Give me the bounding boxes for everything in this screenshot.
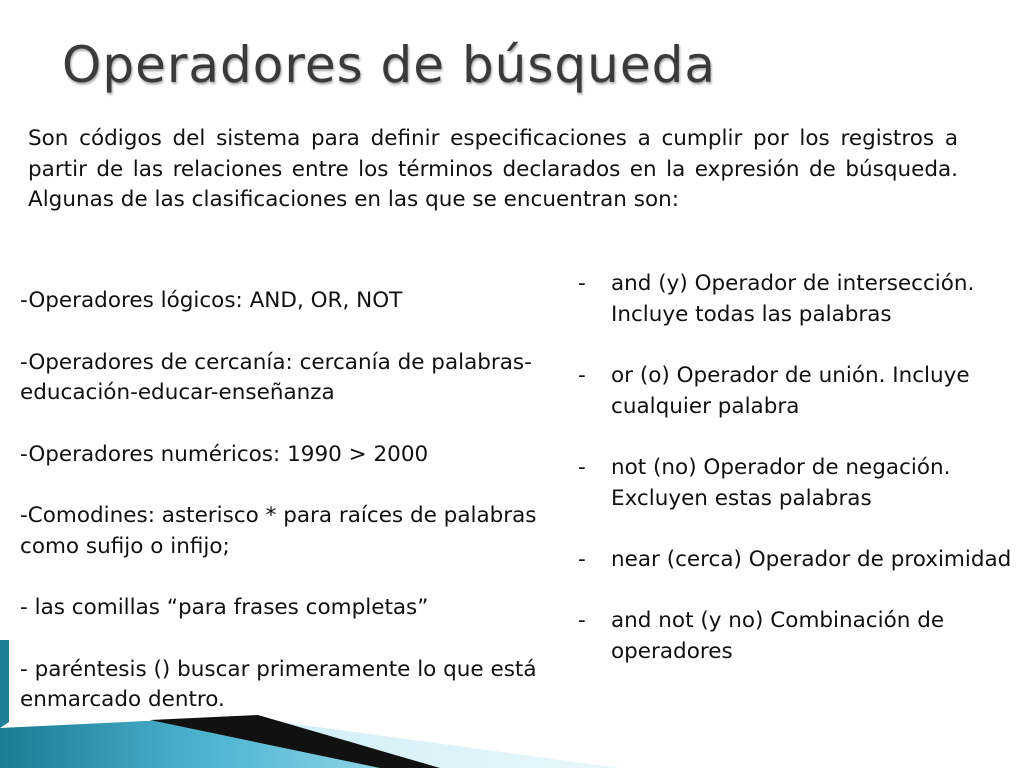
list-dash: - (578, 608, 586, 633)
list-dash: - (578, 547, 586, 572)
list-item-text: and not (y no) Combinación de operadores (611, 608, 945, 664)
left-list-item-parentesis: - paréntesis () buscar primeramente lo que está enmarcado dentro. (20, 656, 537, 712)
right-list-item-and-not (578, 605, 1018, 667)
intro-paragraph: Son códigos del sistema para definir especificaciones a cumplir por los registros a partir de las relaciones entre los términos declarados en la expresión de búsqueda. Algunas de las clasificaciones en las que se encuentran son: (28, 126, 958, 212)
right-list-item-not (578, 452, 1018, 514)
right-list-item-near (578, 544, 1018, 575)
list-item-text: not (no) Operador de negación. Excluyen estas palabras (611, 455, 951, 511)
left-list-item-comodines: -Comodines: asterisco * para raíces de palabras como sufijo o infijo; (20, 503, 537, 559)
right-list-item-or (578, 360, 1018, 422)
right-list-item-and (578, 268, 1018, 330)
left-list-item-numericos: -Operadores numéricos: 1990 > 2000 (20, 441, 429, 467)
list-dash: - (578, 363, 586, 388)
left-column (20, 286, 560, 747)
left-list-item-logicos: -Operadores lógicos: AND, OR, NOT (20, 288, 403, 313)
deco-left-bar (0, 640, 9, 728)
left-list-item-cercania: -Operadores de cercanía: cercanía de palabras- educación-educar-enseñanza (20, 349, 532, 405)
right-column (578, 268, 1018, 697)
slide-title: Operadores de búsqueda (62, 36, 716, 94)
left-list-item-comillas: - las comillas “para frases completas” (20, 595, 429, 620)
list-item-text: and (y) Operador de intersección. Incluye todas las palabras (611, 271, 975, 327)
list-item-text: near (cerca) Operador de proximidad (611, 547, 1012, 572)
list-dash: - (578, 271, 586, 296)
list-item-text: or (o) Operador de unión. Incluye cualquier palabra (611, 363, 970, 419)
list-dash: - (578, 455, 586, 480)
